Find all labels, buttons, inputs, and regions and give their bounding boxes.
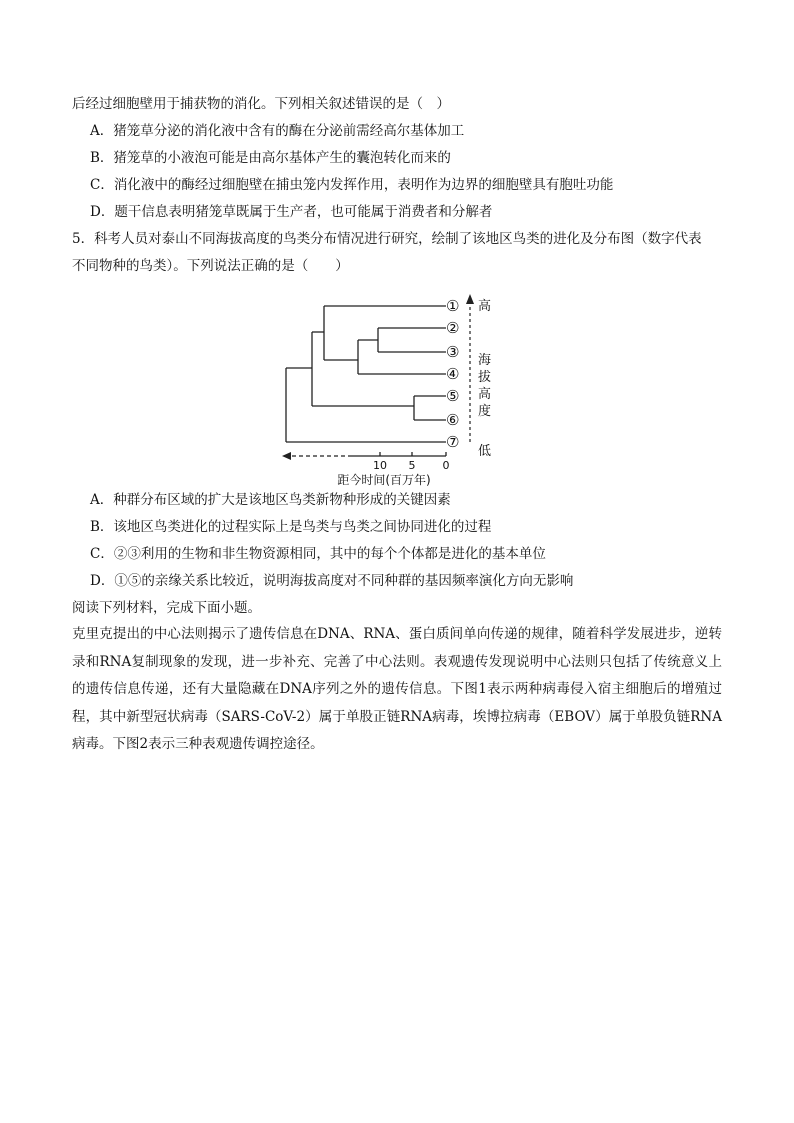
altitude-label-char-2: 拔 — [478, 370, 492, 385]
phylogeny-tree — [286, 306, 446, 456]
time-axis-title: 距今时间(百万年) — [337, 473, 431, 487]
altitude-label-char-1: 海 — [478, 353, 492, 368]
q5-option-a: A．种群分布区域的扩大是该地区鸟类新物种形成的关键因素 — [90, 492, 451, 508]
q4-stem-continuation: 后经过细胞壁用于捕获物的消化。下列相关叙述错误的是（ ） — [72, 96, 450, 112]
q4-option-d: D．题干信息表明猪笼草既属于生产者，也可能属于消费者和分解者 — [90, 204, 493, 220]
species-label-6: ⑥ — [446, 411, 460, 429]
time-tick-10: 10 — [373, 459, 387, 472]
q5-option-d: D．①⑤的亲缘关系比较近，说明海拔高度对不同种群的基因频率演化方向无影响 — [90, 573, 574, 589]
q4-option-b: B．猪笼草的小液泡可能是由高尔基体产生的囊泡转化而来的 — [90, 150, 451, 166]
species-label-5: ⑤ — [446, 387, 460, 405]
q4-option-a: A．猪笼草分泌的消化液中含有的酶在分泌前需经高尔基体加工 — [90, 123, 465, 139]
altitude-axis-arrowhead-icon — [466, 294, 474, 304]
q5-stem-line-1: 5．科考人员对泰山不同海拔高度的鸟类分布情况进行研究，绘制了该地区鸟类的进化及分布图（数字代表 — [72, 231, 702, 247]
time-tick-0: 0 — [442, 459, 450, 472]
altitude-label-char-4: 度 — [478, 404, 492, 419]
altitude-label-char-3: 高 — [478, 387, 492, 402]
reading-intro: 阅读下列材料，完成下面小题。 — [72, 600, 261, 616]
species-label-7: ⑦ — [446, 433, 460, 451]
species-label-2: ② — [446, 319, 460, 337]
species-label-1: ① — [446, 297, 460, 315]
q5-option-b: B．该地区鸟类进化的过程实际上是鸟类与鸟类之间协同进化的过程 — [90, 519, 492, 535]
bird-phylogeny-figure — [278, 292, 508, 488]
species-label-3: ③ — [446, 343, 460, 361]
time-axis-arrowhead-icon — [282, 452, 291, 460]
altitude-high-label: 高 — [478, 299, 492, 314]
reading-paragraph: 克里克提出的中心法则揭示了遗传信息在DNA、RNA、蛋白质间单向传递的规律，随着科学发展进步，逆转录和RNA复制现象的发现，进一步补充、完善了中心法则。表观遗传发现说明中心法则只包括了传统意义上的遗传信息传递，还有大量隐藏在DNA序列之外的遗传信息。下图1表示两种病毒侵入宿主细胞后的增殖过程，其中新型冠状病毒（SARS-CoV-2）属于单股正链RNA病毒，埃博拉病毒（EBOV）属于单股负链RNA病毒。下图2表示三种表观遗传调控途径。 — [72, 626, 722, 752]
q4-option-c: C．消化液中的酶经过细胞壁在捕虫笼内发挥作用，表明作为边界的细胞壁具有胞吐功能 — [90, 177, 614, 193]
species-label-4: ④ — [446, 365, 460, 383]
q5-stem-line-2: 不同物种的鸟类）。下列说法正确的是（ ） — [72, 258, 349, 274]
altitude-low-label: 低 — [478, 444, 492, 459]
time-tick-5: 5 — [408, 459, 416, 472]
q5-option-c: C．②③利用的生物和非生物资源相同，其中的每个个体都是进化的基本单位 — [90, 546, 546, 562]
